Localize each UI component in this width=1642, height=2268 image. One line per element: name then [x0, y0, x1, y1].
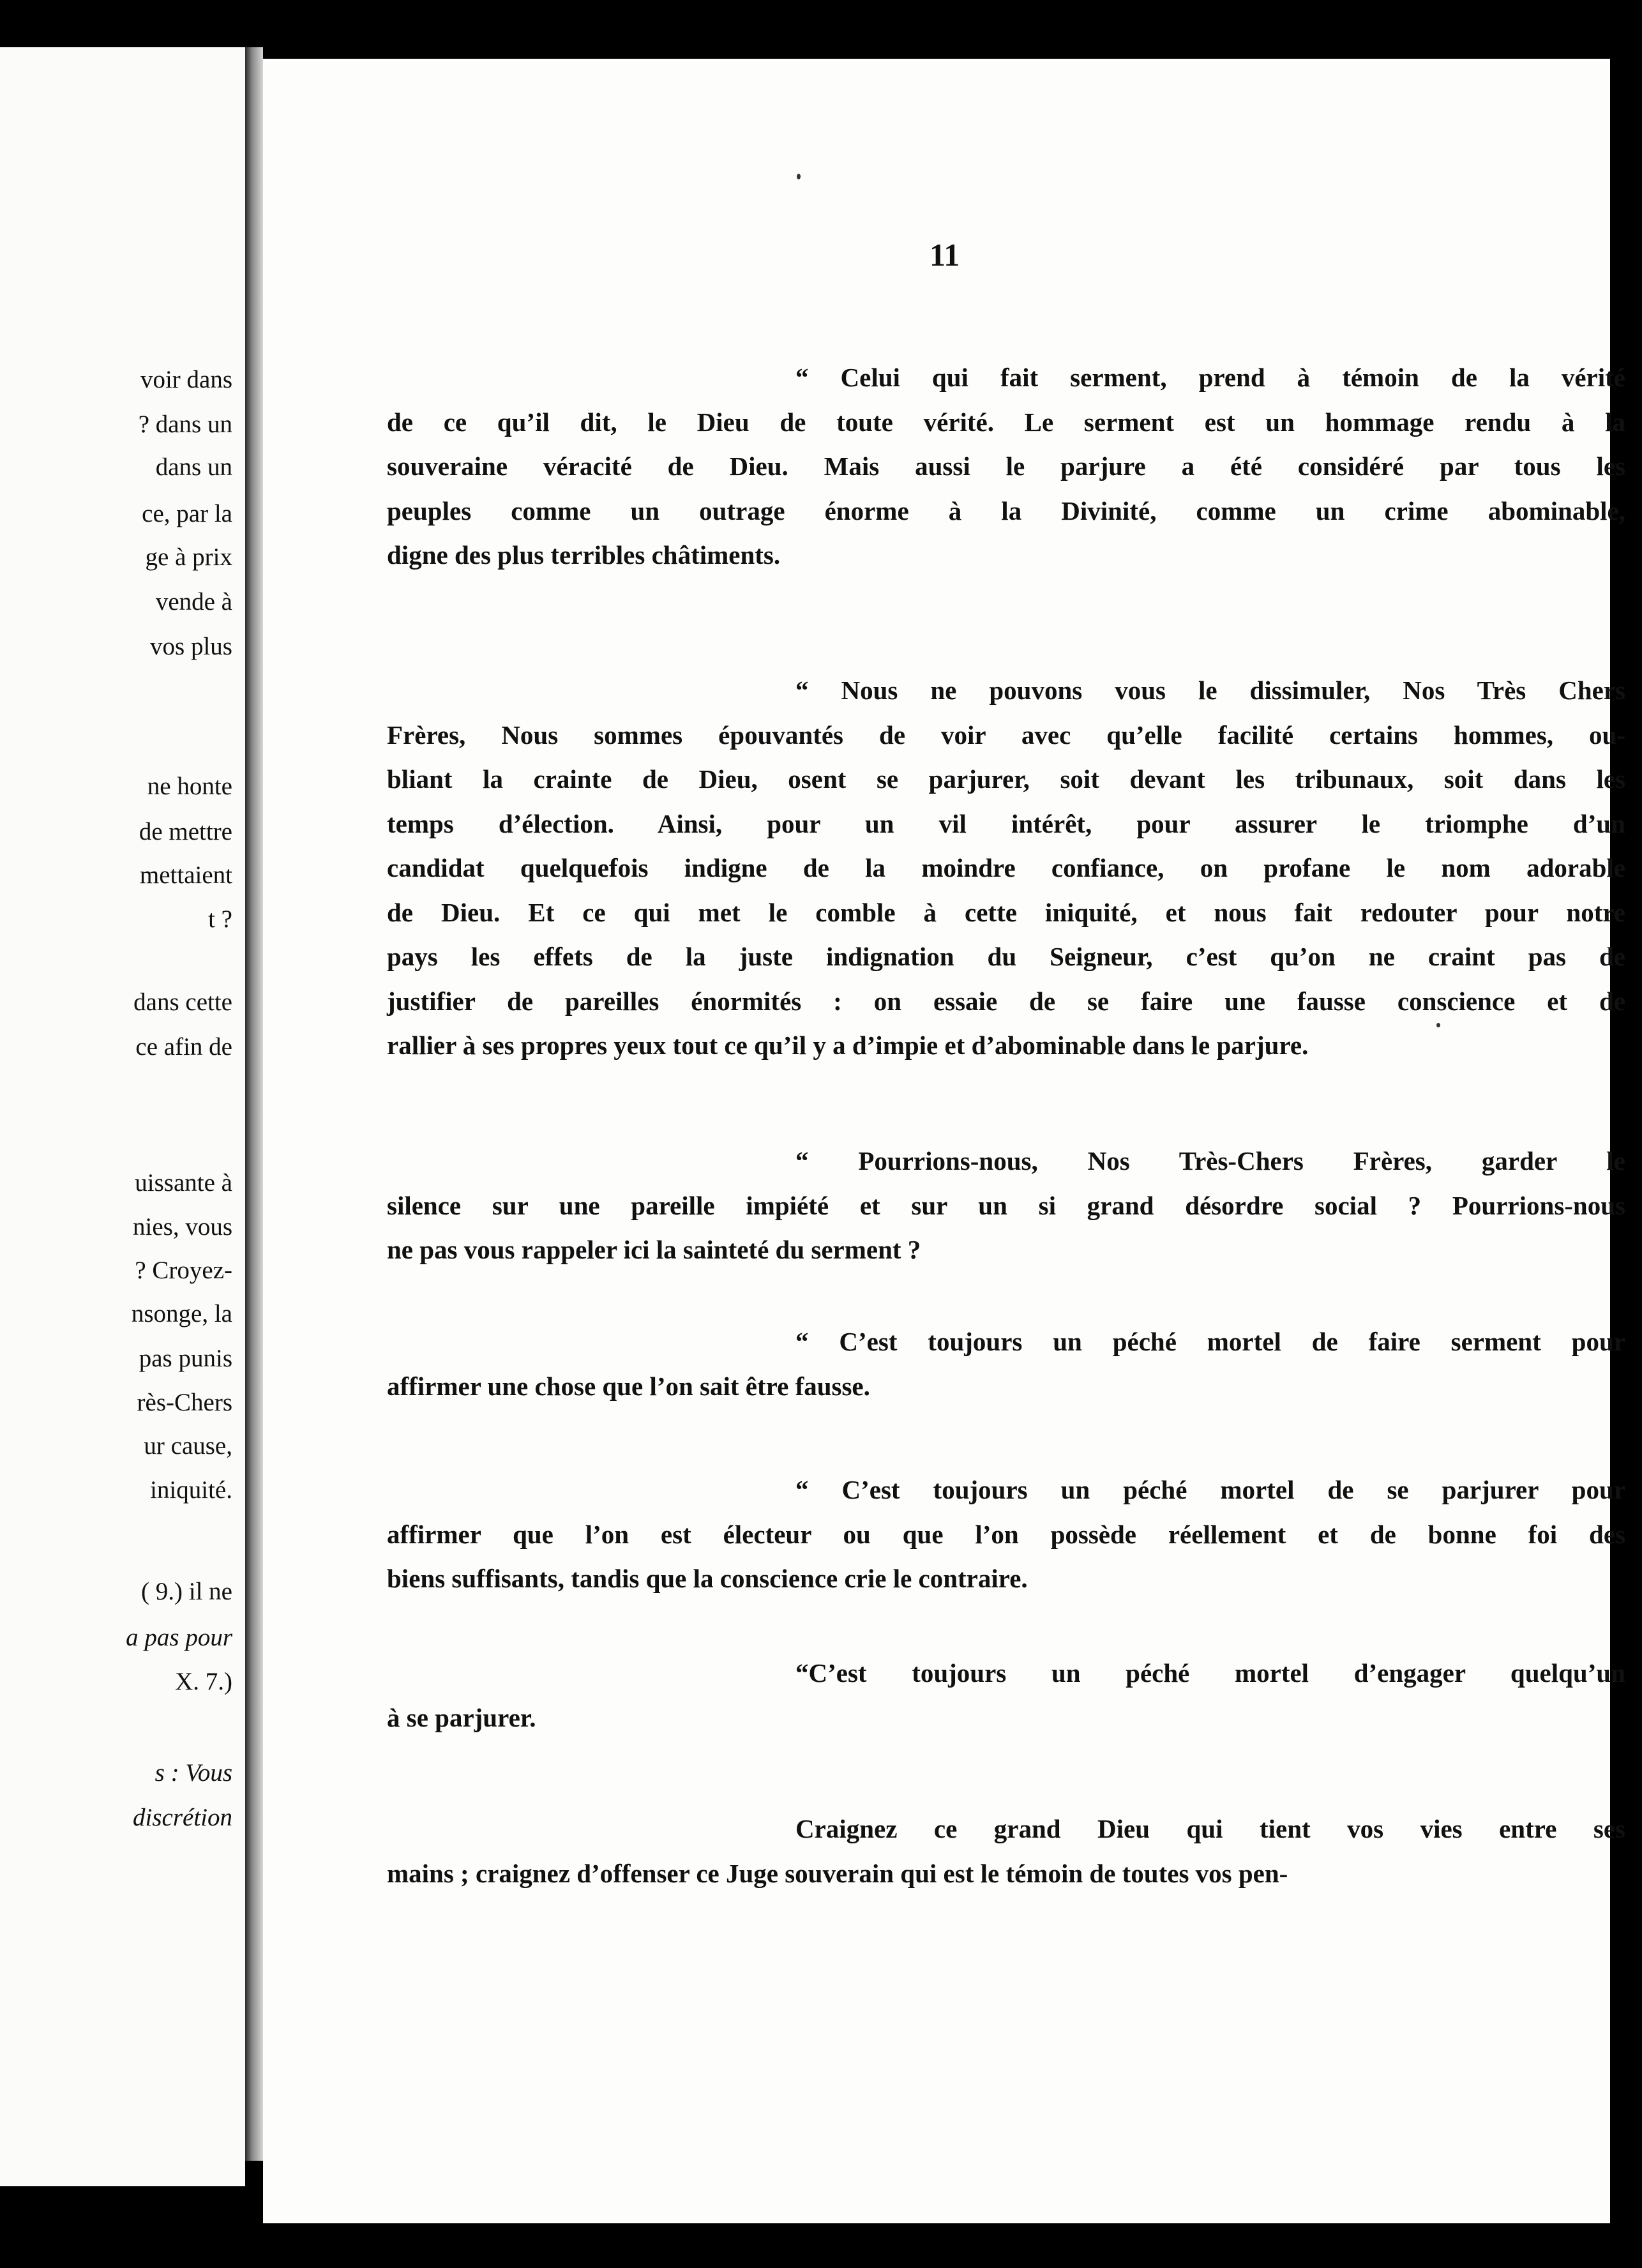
- text-line: pays les effets de la juste indignation du Seigneur, c’est qu’on ne craint pas de: [387, 942, 1625, 971]
- left-page-text-fragment: s : Vous: [154, 1759, 232, 1787]
- paragraph-parjure-elections: [387, 669, 1625, 1068]
- ink-speck: [797, 174, 801, 179]
- text-line: “ C’est toujours un péché mortel de faire serment pour: [795, 1327, 1625, 1356]
- page-gutter: [245, 47, 263, 2161]
- text-line: temps d’élection. Ainsi, pour un vil intérêt, pour assurer le triomphe d’un: [387, 808, 1625, 838]
- left-page-text-fragment: ce, par la: [142, 500, 232, 527]
- left-page-text-fragment: ne honte: [147, 773, 232, 800]
- ink-speck: [1436, 1023, 1440, 1027]
- left-page-text-fragment: dans un: [155, 453, 232, 481]
- left-page-text-fragment: nies, vous: [133, 1213, 232, 1241]
- paragraph-serment-definition: [387, 356, 1625, 578]
- text-line: ne pas vous rappeler ici la sainteté du serment ?: [387, 1235, 921, 1264]
- text-line: “ C’est toujours un péché mortel de se parjurer pour: [795, 1475, 1625, 1504]
- left-page-text-fragment: rès-Chers: [137, 1389, 232, 1416]
- text-line: digne des plus terribles châtiments.: [387, 540, 781, 570]
- left-page-text-fragment: de mettre: [139, 818, 232, 845]
- text-line: “C’est toujours un péché mortel d’engager quelqu’un: [795, 1658, 1625, 1688]
- text-line: Craignez ce grand Dieu qui tient vos vies entre ses: [795, 1814, 1625, 1843]
- paragraph-peche-mortel-serment: [387, 1320, 1625, 1409]
- page-number: 11: [930, 237, 960, 273]
- paragraph-peche-mortel-electeur: [387, 1468, 1625, 1601]
- left-page-text-fragment: vos plus: [150, 633, 232, 660]
- left-page-text-fragment: ? dans un: [138, 411, 232, 438]
- text-line: de ce qu’il dit, le Dieu de toute vérité. Le serment est un hommage rendu à la: [387, 407, 1625, 437]
- text-line: “ Celui qui fait serment, prend à témoin de la vérité: [795, 363, 1625, 392]
- text-line: souveraine véracité de Dieu. Mais aussi le parjure a été considéré par tous les: [387, 451, 1625, 481]
- text-line: candidat quelquefois indigne de la moindre confiance, on profane le nom adorable: [387, 853, 1625, 882]
- left-page-text-fragment: pas punis: [139, 1345, 232, 1372]
- paragraph-peche-mortel-engager: [387, 1651, 1625, 1740]
- text-line: “ Nous ne pouvons vous le dissimuler, Nos Très Chers: [795, 676, 1625, 705]
- scan-border-bottom: [0, 2223, 1642, 2268]
- left-page-text-fragment: ce afin de: [135, 1033, 232, 1061]
- left-page-text-fragment: vende à: [155, 588, 232, 616]
- left-page: [0, 47, 245, 2186]
- left-page-text-fragment: ( 9.) il ne: [141, 1578, 232, 1605]
- paragraph-craignez-dieu: [387, 1807, 1625, 1896]
- left-page-text-fragment: ? Croyez-: [135, 1257, 232, 1284]
- text-line: à se parjurer.: [387, 1702, 536, 1732]
- text-line: “ Pourrions-nous, Nos Très-Chers Frères, garder le: [795, 1146, 1625, 1176]
- text-line: silence sur une pareille impiété et sur un si grand désordre social ? Pourrions-nous: [387, 1190, 1625, 1220]
- left-page-text-fragment: voir dans: [140, 366, 232, 393]
- text-line: de Dieu. Et ce qui met le comble à cette iniquité, et nous fait redouter pour notre: [387, 897, 1625, 927]
- left-page-text-fragment: nsonge, la: [131, 1300, 232, 1327]
- left-page-text-fragment: a pas pour: [126, 1624, 232, 1651]
- left-page-text-fragment: X. 7.): [175, 1668, 232, 1695]
- left-page-text-fragment: mettaient: [139, 861, 232, 889]
- left-page-text-fragment: t ?: [208, 905, 232, 933]
- right-page: [263, 59, 1625, 2223]
- left-page-text-fragment: ur cause,: [144, 1432, 232, 1460]
- text-line: bliant la crainte de Dieu, osent se parjurer, soit devant les tribunaux, soit dans les: [387, 764, 1625, 794]
- paragraph-silence-impiete: [387, 1139, 1625, 1273]
- text-line: mains ; craignez d’offenser ce Juge souverain qui est le témoin de toutes vos pen-: [387, 1858, 1288, 1888]
- text-line: rallier à ses propres yeux tout ce qu’il y a d’impie et d’abominable dans le parjure.: [387, 1031, 1309, 1060]
- text-line: Frères, Nous sommes épouvantés de voir avec qu’elle facilité certains hommes, ou-: [387, 720, 1625, 750]
- text-line: affirmer que l’on est électeur ou que l’on possède réellement et de bonne foi des: [387, 1519, 1625, 1549]
- left-page-text-fragment: iniquité.: [150, 1476, 232, 1504]
- left-page-text-fragment: uissante à: [135, 1169, 232, 1197]
- text-line: justifier de pareilles énormités : on essaie de se faire une fausse conscience et de: [387, 986, 1625, 1016]
- left-page-text-fragment: ge à prix: [145, 543, 232, 571]
- text-line: affirmer une chose que l’on sait être fausse.: [387, 1371, 870, 1401]
- text-line: biens suffisants, tandis que la conscience crie le contraire.: [387, 1564, 1028, 1593]
- left-page-text-fragment: dans cette: [133, 988, 232, 1016]
- text-line: peuples comme un outrage énorme à la Divinité, comme un crime abominable,: [387, 495, 1625, 525]
- left-page-text-fragment: discrétion: [133, 1804, 232, 1831]
